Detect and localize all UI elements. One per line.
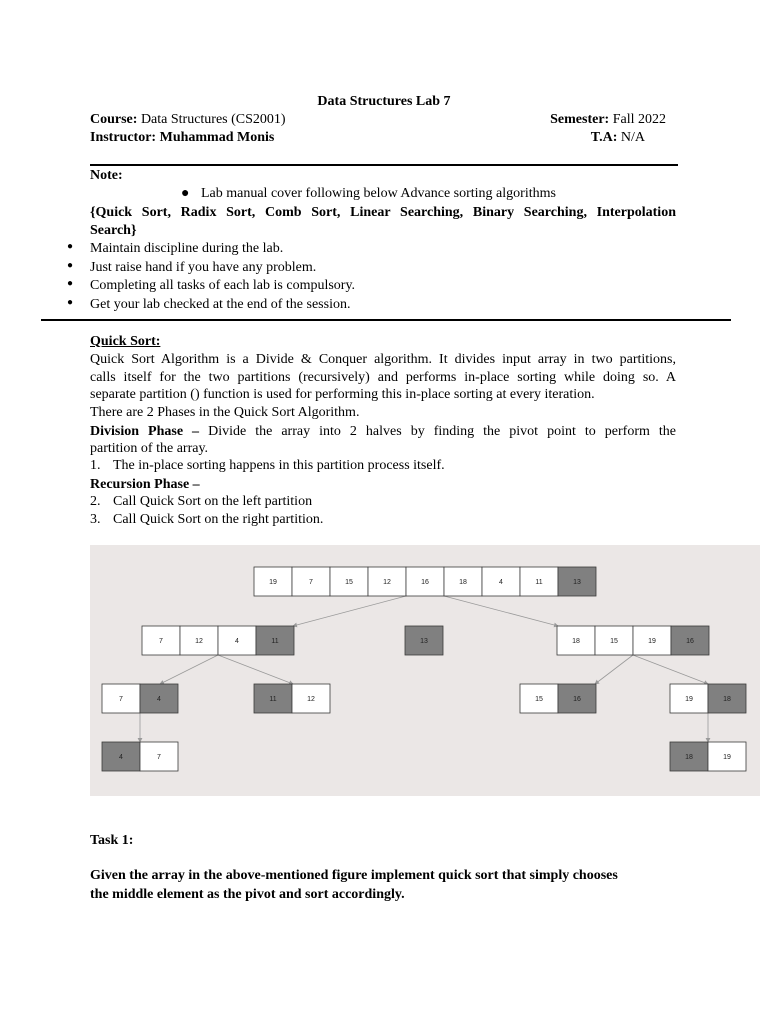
- tree-edge: [160, 655, 218, 684]
- cell-value: 19: [723, 754, 731, 761]
- cell-value: 12: [307, 696, 315, 703]
- cell-value: 13: [420, 638, 428, 645]
- cell-value: 19: [648, 638, 656, 645]
- cell-value: 15: [345, 579, 353, 586]
- cell-value: 16: [686, 638, 694, 645]
- quicksort-para-line: Quick Sort Algorithm is a Divide & Conquer algorithm. It divides input array in two partitions,: [90, 352, 676, 367]
- cell-value: 18: [572, 638, 580, 645]
- course-field: Course: Data Structures (CS2001): [90, 112, 286, 127]
- bullet-dot: ●: [181, 186, 190, 201]
- cover-bullet-text: Lab manual cover following below Advance sorting algorithms: [200, 186, 556, 201]
- cell-value: 18: [685, 754, 693, 761]
- cell-value: 15: [610, 638, 618, 645]
- quicksort-tree-diagram: [90, 545, 760, 796]
- quicksort-figure: [90, 545, 760, 796]
- cell-value: 19: [685, 696, 693, 703]
- document-title: Data Structures Lab 7: [317, 94, 451, 109]
- tree-edge: [633, 655, 708, 684]
- tree-edge: [293, 596, 406, 626]
- task-title: Task 1:: [90, 833, 134, 848]
- task-line2: the middle element as the pivot and sort accordingly.: [90, 887, 405, 902]
- cell-value: 4: [235, 638, 239, 645]
- divider-section: [41, 319, 731, 321]
- cell-value: 11: [269, 696, 277, 703]
- cell-value: 13: [573, 579, 581, 586]
- cell-value: 15: [535, 696, 543, 703]
- task-line1: Given the array in the above-mentioned figure implement quick sort that simply chooses: [90, 868, 618, 883]
- algorithms-line2: Search}: [90, 223, 137, 238]
- cell-value: 7: [309, 579, 313, 586]
- instructor-ta-row: [90, 130, 676, 148]
- divider-top: [90, 164, 678, 166]
- cell-value: 4: [119, 754, 123, 761]
- cell-value: 11: [535, 579, 543, 586]
- ta-field: T.A: N/A: [590, 130, 645, 145]
- note-label: Note:: [90, 168, 123, 183]
- quicksort-para-line: separate partition () function is used for performing this in-place sorting at every iteration.: [90, 387, 595, 402]
- tree-edge: [218, 655, 293, 684]
- cell-value: 4: [499, 579, 503, 586]
- cell-value: 16: [421, 579, 429, 586]
- instructor-field: Instructor: Muhammad Monis: [90, 130, 275, 145]
- division-phase-line: Division Phase – Divide the array into 2 halves by finding the pivot point to perform the: [90, 424, 676, 439]
- recursion-phase-label: Recursion Phase –: [90, 477, 200, 492]
- cell-value: 12: [195, 638, 203, 645]
- semester-field: Semester: Fall 2022: [550, 112, 666, 127]
- algorithms-line1: {Quick Sort, Radix Sort, Comb Sort, Linear Searching, Binary Searching, Interpolation: [90, 205, 676, 220]
- cell-value: 18: [459, 579, 467, 586]
- cell-value: 7: [119, 696, 123, 703]
- cell-value: 7: [159, 638, 163, 645]
- division-phase-line2: partition of the array.: [90, 441, 209, 456]
- cell-value: 19: [269, 579, 277, 586]
- cell-value: 12: [383, 579, 391, 586]
- cell-value: 4: [157, 696, 161, 703]
- cell-value: 18: [723, 696, 731, 703]
- cell-value: 7: [157, 754, 161, 761]
- cover-bullet: [181, 186, 556, 202]
- phases-line: There are 2 Phases in the Quick Sort Algorithm.: [90, 405, 360, 420]
- cell-value: 16: [573, 696, 581, 703]
- quicksort-heading: Quick Sort:: [90, 334, 161, 349]
- cell-value: 11: [271, 638, 279, 645]
- quicksort-para-line: calls itself for the two partitions (recursively) and performs in-place sorting while doing so. A: [90, 370, 676, 385]
- course-semester-row: [90, 112, 676, 130]
- tree-edge: [444, 596, 558, 626]
- tree-edge: [595, 655, 633, 684]
